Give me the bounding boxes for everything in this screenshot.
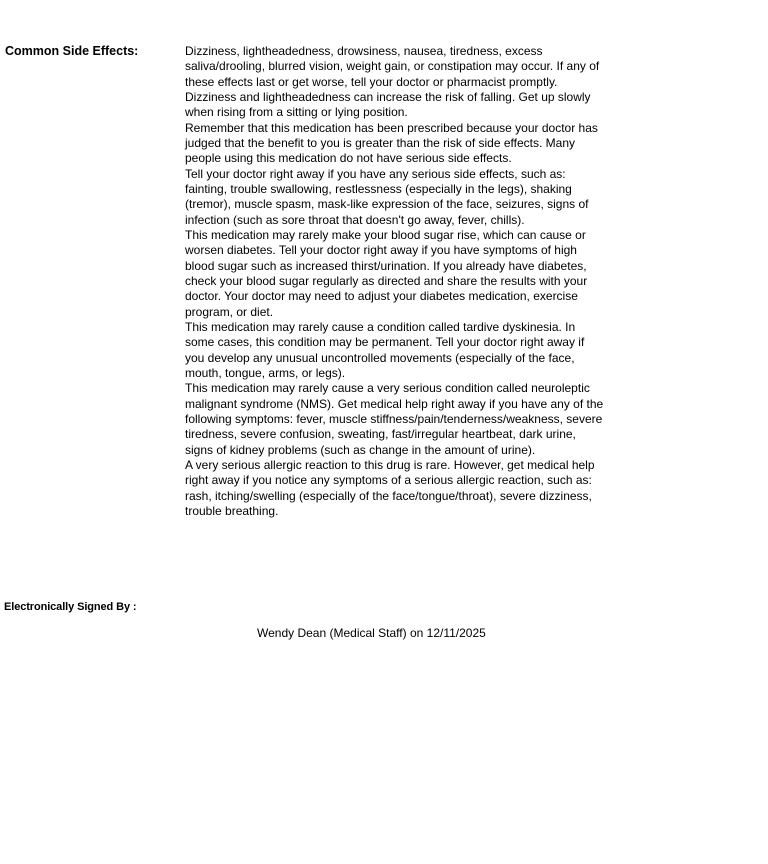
- side-effects-line: saliva/drooling, blurred vision, weight gain, or constipation may occur. If any of: [185, 59, 600, 74]
- side-effects-line: judged that the benefit to you is greater than the risk of side effects. Many: [185, 135, 576, 150]
- side-effects-line: you develop any unusual uncontrolled movements (especially of the face,: [185, 350, 575, 365]
- side-effects-line: A very serious allergic reaction to this drug is rare. However, get medical help: [185, 457, 595, 472]
- side-effects-line: check your blood sugar regularly as directed and share the results with your: [185, 273, 588, 288]
- side-effects-line: blood sugar such as increased thirst/urination. If you already have diabetes,: [185, 258, 587, 273]
- side-effects-line: This medication may rarely cause a very serious condition called neuroleptic: [185, 381, 590, 396]
- side-effects-line: right away if you notice any symptoms of a serious allergic reaction, such as:: [185, 473, 592, 488]
- side-effects-label: Common Side Effects:: [5, 44, 139, 58]
- side-effects-line: tiredness, severe confusion, sweating, fast/irregular heartbeat, dark urine,: [185, 427, 576, 442]
- side-effects-text: [185, 44, 603, 519]
- side-effects-line: some cases, this condition may be permanent. Tell your doctor right away if: [185, 335, 585, 350]
- signer-info: Wendy Dean (Medical Staff) on 12/11/2025: [257, 626, 486, 640]
- side-effects-line: program, or diet.: [185, 304, 274, 319]
- side-effects-line: fainting, trouble swallowing, restlessness (especially in the legs), shaking: [185, 181, 572, 196]
- side-effects-line: infection (such as sore throat that doesn't go away, fever, chills).: [185, 212, 525, 227]
- side-effects-line: (tremor), muscle spasm, mask-like expression of the face, seizures, signs of: [185, 197, 589, 212]
- side-effects-line: trouble breathing.: [185, 503, 279, 518]
- side-effects-line: Dizziness, lightheadedness, drowsiness, nausea, tiredness, excess: [185, 44, 543, 58]
- side-effects-line: This medication may rarely cause a condition called tardive dyskinesia. In: [185, 319, 576, 334]
- side-effects-line: This medication may rarely make your blood sugar rise, which can cause or: [185, 227, 586, 242]
- side-effects-line: rash, itching/swelling (especially of the face/tongue/throat), severe dizziness,: [185, 488, 592, 503]
- side-effects-line: signs of kidney problems (such as change in the amount of urine).: [185, 442, 536, 457]
- side-effects-line: mouth, tongue, arms, or legs).: [185, 365, 346, 380]
- side-effects-line: people using this medication do not have serious side effects.: [185, 151, 512, 166]
- signed-by-label: Electronically Signed By :: [4, 601, 137, 613]
- side-effects-line: Remember that this medication has been prescribed because your doctor has: [185, 120, 598, 135]
- side-effects-line: these effects last or get worse, tell your doctor or pharmacist promptly.: [185, 74, 558, 89]
- side-effects-line: Dizziness and lightheadedness can increase the risk of falling. Get up slowly: [185, 89, 591, 104]
- side-effects-line: following symptoms: fever, muscle stiffness/pain/tenderness/weakness, severe: [185, 411, 603, 426]
- side-effects-line: doctor. Your doctor may need to adjust your diabetes medication, exercise: [185, 289, 578, 304]
- side-effects-line: malignant syndrome (NMS). Get medical help right away if you have any of the: [185, 396, 604, 411]
- side-effects-line: worsen diabetes. Tell your doctor right away if you have symptoms of high: [185, 243, 577, 258]
- side-effects-line: when rising from a sitting or lying position.: [185, 105, 408, 120]
- side-effects-line: Tell your doctor right away if you have any serious side effects, such as:: [185, 166, 566, 181]
